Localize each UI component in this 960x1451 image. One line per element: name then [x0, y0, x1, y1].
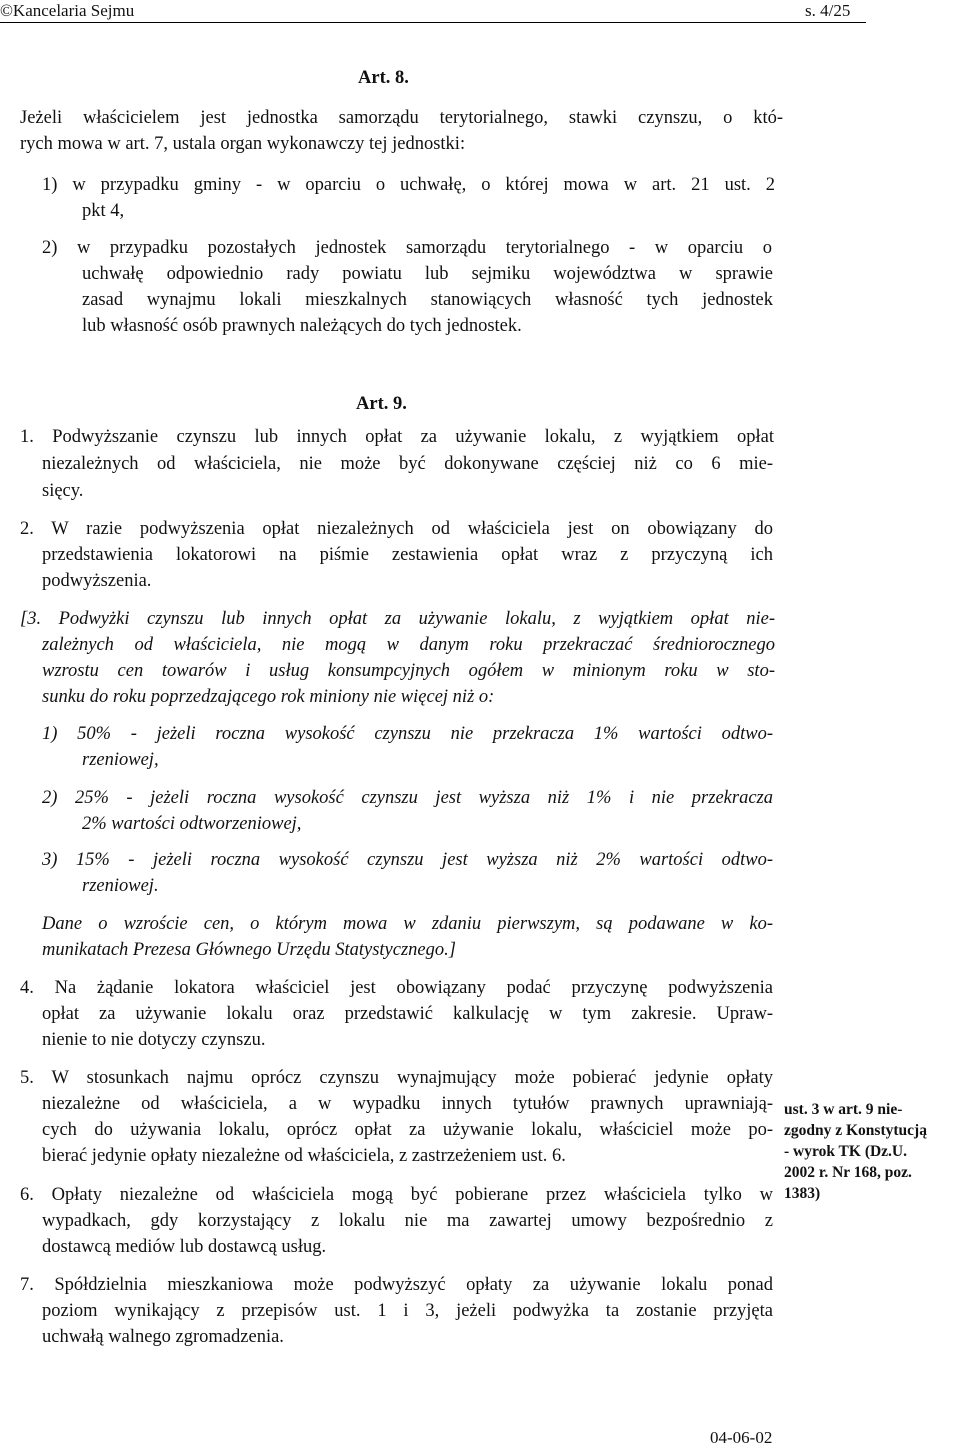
art9-ust3-line-3: wzrostu cen towarów i usług konsumpcyjnych ogółem w minionym roku w sto-	[42, 661, 775, 681]
art9-ust3-point-1-line-2: rzeniowej,	[82, 750, 159, 770]
footer-date: 04-06-02	[710, 1428, 773, 1447]
art8-intro-line-2: rych mowa w art. 7, ustala organ wykonawczy tej jednostki:	[20, 134, 466, 154]
art8-point-2-line-3: zasad wynajmu lokali mieszkalnych stanowiących własność tych jednostek	[82, 290, 773, 310]
art9-ust7-line-3: uchwałą walnego zgromadzenia.	[42, 1327, 284, 1347]
art9-ust5-line-2: niezależne od właściciela, a w wypadku innych tytułów prawnych uprawniają-	[42, 1094, 773, 1114]
art8-point-1-line-1: 1) w przypadku gminy - w oparciu o uchwałę, o której mowa w art. 21 ust. 2	[42, 175, 775, 195]
art9-ust3-line-2: zależnych od właściciela, nie mogą w danym roku przekraczać średniorocznego	[42, 635, 775, 655]
art9-ust6-line-3: dostawcą mediów lub dostawcą usług.	[42, 1237, 327, 1257]
article-8-heading: Art. 8.	[358, 68, 409, 88]
margin-note-line-4: 2002 r. Nr 168, poz.	[784, 1164, 912, 1181]
art9-ust3-line-1: [3. Podwyżki czynszu lub innych opłat za używanie lokalu, z wyjątkiem opłat nie-	[20, 609, 775, 629]
art9-ust5-line-3: cych do używania lokalu, oprócz opłat za używanie lokalu, właściciel może po-	[42, 1120, 773, 1140]
art9-ust3-point-3-line-1: 3) 15% - jeżeli roczna wysokość czynszu jest wyższa niż 2% wartości odtwo-	[42, 850, 773, 870]
art9-ust3-line-4: sunku do roku poprzedzającego rok miniony nie więcej niż o:	[42, 687, 495, 707]
art9-ust4-line-3: nienie to nie dotyczy czynszu.	[42, 1030, 266, 1050]
art9-ust6-line-2: wypadkach, gdy korzystający z lokalu nie ma zawartej umowy bezpośrednio z	[42, 1211, 773, 1231]
art9-ust1-line-3: sięcy.	[42, 481, 84, 501]
art9-ust5-line-1: 5. W stosunkach najmu oprócz czynszu wynajmujący może pobierać jedynie opłaty	[20, 1068, 773, 1088]
art9-ust5-line-4: bierać jedynie opłaty niezależne od właściciela, z zastrzeżeniem ust. 6.	[42, 1146, 566, 1166]
art9-ust2-line-3: podwyższenia.	[42, 571, 152, 591]
article-9-heading: Art. 9.	[356, 394, 407, 414]
margin-note	[784, 1099, 960, 1204]
art9-ust3-closing-line-2: munikatach Prezesa Głównego Urzędu Statystycznego.]	[42, 940, 456, 960]
art9-ust3-point-3-line-2: rzeniowej.	[82, 876, 159, 896]
art9-ust3-closing-line-1: Dane o wzroście cen, o którym mowa w zdaniu pierwszym, są podawane w ko-	[42, 914, 773, 934]
art8-point-2-line-4: lub własność osób prawnych należących do tych jednostek.	[82, 316, 522, 336]
art9-ust4-line-1: 4. Na żądanie lokatora właściciel jest obowiązany podać przyczynę podwyższenia	[20, 978, 773, 998]
margin-note-line-1: ust. 3 w art. 9 nie-	[784, 1101, 903, 1118]
art9-ust3-point-2-line-2: 2% wartości odtworzeniowej,	[82, 814, 302, 834]
art9-ust4-line-2: opłat za używanie lokalu oraz przedstawić kalkulację w tym zakresie. Upraw-	[42, 1004, 773, 1024]
header-divider	[0, 22, 866, 23]
art9-ust2-line-1: 2. W razie podwyższenia opłat niezależnych od właściciela jest on obowiązany do	[20, 519, 773, 539]
art8-point-2-line-2: uchwałę odpowiednio rady powiatu lub sejmiku województwa w sprawie	[82, 264, 773, 284]
art9-ust3-point-1-line-1: 1) 50% - jeżeli roczna wysokość czynszu nie przekracza 1% wartości odtwo-	[42, 724, 773, 744]
margin-note-line-5: 1383)	[784, 1185, 821, 1202]
source-label: ©Kancelaria Sejmu	[0, 1, 135, 20]
art9-ust1-line-1: 1. Podwyższanie czynszu lub innych opłat za używanie lokalu, z wyjątkiem opłat	[20, 427, 774, 447]
art9-ust7-line-1: 7. Spółdzielnia mieszkaniowa może podwyższyć opłaty za używanie lokalu ponad	[20, 1275, 773, 1295]
art9-ust1-line-2: niezależnych od właściciela, nie może być dokonywane częściej niż co 6 mie-	[42, 454, 773, 474]
art8-point-1-line-2: pkt 4,	[82, 201, 125, 221]
art9-ust3-point-2-line-1: 2) 25% - jeżeli roczna wysokość czynszu jest wyższa niż 1% i nie przekracza	[42, 788, 773, 808]
art9-ust7-line-2: poziom wynikający z przepisów ust. 1 i 3, jeżeli podwyżka ta zostanie przyjęta	[42, 1301, 773, 1321]
art9-ust2-line-2: przedstawienia lokatorowi na piśmie zestawienia opłat wraz z przyczyną ich	[42, 545, 773, 565]
page-number: s. 4/25	[805, 1, 851, 20]
art8-point-2-line-1: 2) w przypadku pozostałych jednostek samorządu terytorialnego - w oparciu o	[42, 238, 772, 258]
margin-note-line-2: zgodny z Konstytucją	[784, 1122, 927, 1139]
margin-note-line-3: - wyrok TK (Dz.U.	[784, 1143, 907, 1160]
art8-intro-line-1: Jeżeli właścicielem jest jednostka samorządu terytorialnego, stawki czynszu, o któ-	[20, 108, 783, 128]
art9-ust6-line-1: 6. Opłaty niezależne od właściciela mogą być pobierane przez właściciela tylko w	[20, 1185, 773, 1205]
